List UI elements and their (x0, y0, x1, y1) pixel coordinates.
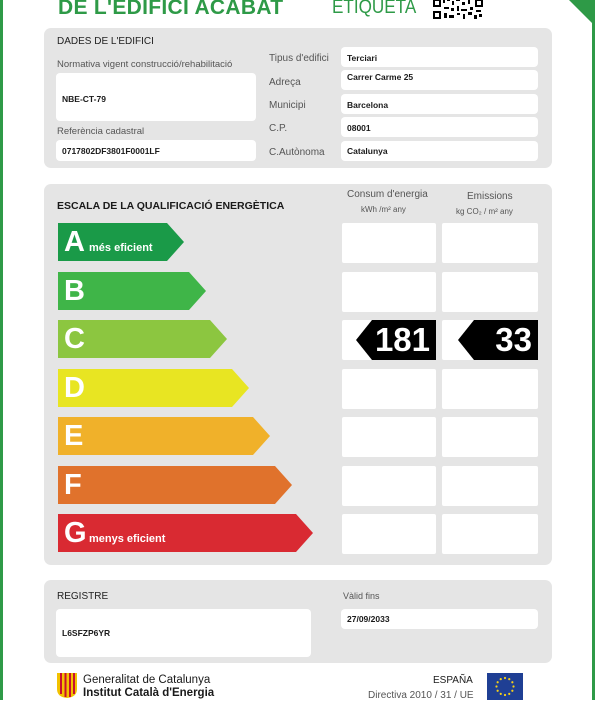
registry-field[interactable]: L6SFZP6YR (56, 609, 311, 657)
directive-label: Directiva 2010 / 31 / UE (368, 690, 474, 701)
badge-pointer (356, 320, 372, 360)
registry-label: REGISTRE (57, 591, 109, 602)
class-arrow-body (58, 466, 275, 504)
eu-star (511, 681, 513, 683)
qr-code-icon[interactable] (432, 0, 484, 20)
class-letter: G (64, 517, 87, 549)
eu-star (511, 690, 513, 692)
consumption-cell-a (342, 223, 436, 263)
government-name: Generalitat de Catalunya (83, 674, 211, 686)
regulation-field[interactable]: NBE-CT-79 (56, 73, 256, 121)
eu-star (508, 678, 510, 680)
region-label: C.Autònoma (269, 147, 325, 158)
class-arrow-tip (232, 369, 249, 407)
eu-star (497, 681, 499, 683)
class-letter: F (64, 468, 82, 501)
corner-mark (569, 0, 595, 26)
region-field[interactable]: Catalunya (341, 141, 538, 161)
label-title: DE L'EDIFICI ACABAT (58, 0, 284, 19)
energy-scale-title: ESCALA DE LA QUALIFICACIÓ ENERGÈTICA (57, 200, 285, 212)
emissions-cell-b (442, 272, 538, 312)
class-letter: C (64, 323, 85, 355)
eu-star (495, 685, 497, 687)
consumption-unit: kWh /m² any (361, 205, 406, 214)
class-letter: A (64, 226, 85, 258)
cadastral-field[interactable]: 0717802DF3801F0001LF (56, 140, 256, 161)
consumption-cell-d (342, 369, 436, 409)
eu-flag-icon (487, 673, 523, 700)
class-letter: B (64, 274, 85, 307)
class-arrow-tip (296, 514, 313, 552)
class-caption: més eficient (89, 242, 153, 254)
emissions-unit: kg CO₂ / m² any (456, 207, 513, 216)
valid-until-field[interactable]: 27/09/2033 (341, 609, 538, 629)
emissions-value: 33 (495, 321, 532, 358)
generalitat-logo-icon (57, 673, 77, 698)
consumption-cell-f (342, 466, 436, 506)
building-type-label: Tipus d'edifici (269, 53, 329, 64)
class-arrow-tip (167, 223, 184, 261)
consumption-cell-e (342, 417, 436, 457)
eu-star (504, 677, 506, 679)
emissions-cell-g (442, 514, 538, 554)
emissions-cell-a (442, 223, 538, 263)
consumption-header: Consum d'energia (347, 189, 428, 200)
postal-code-label: C.P. (269, 123, 288, 134)
consumption-cell-g (342, 514, 436, 554)
class-letter: D (64, 371, 85, 404)
country-label: ESPAÑA (433, 675, 473, 686)
building-type-field[interactable]: Terciari (341, 47, 538, 67)
institute-name: Institut Català d'Energia (83, 687, 215, 699)
eu-star (504, 694, 506, 696)
address-field[interactable]: Carrer Carme 25 (341, 70, 538, 90)
consumption-rating-badge (372, 320, 436, 360)
valid-until-label: Vàlid fins (343, 591, 380, 601)
municipality-field[interactable]: Barcelona (341, 94, 538, 114)
emissions-cell-d (442, 369, 538, 409)
emissions-cell-f (442, 466, 538, 506)
address-label: Adreça (269, 77, 301, 88)
badge-pointer (458, 320, 474, 360)
cadastral-label: Referència cadastral (57, 126, 145, 137)
consumption-value: 181 (374, 321, 430, 358)
class-arrow-tip (253, 417, 270, 455)
building-section-title: DADES DE L'EDIFICI (57, 36, 154, 47)
municipality-label: Municipi (269, 100, 306, 111)
label-tag: ETIQUETA (332, 0, 417, 18)
postal-code-field[interactable]: 08001 (341, 117, 538, 137)
class-arrow-tip (275, 466, 292, 504)
eu-star (512, 685, 514, 687)
class-arrow-tip (210, 320, 227, 358)
class-arrow-tip (189, 272, 206, 310)
eu-star (497, 690, 499, 692)
eu-star (500, 693, 502, 695)
eu-star (508, 693, 510, 695)
class-arrow-body (58, 417, 253, 455)
consumption-cell-b (342, 272, 436, 312)
emissions-cell-e (442, 417, 538, 457)
class-caption: menys eficient (89, 533, 166, 545)
class-letter: E (64, 420, 84, 452)
emissions-header: Emissions (467, 191, 513, 202)
eu-star (500, 678, 502, 680)
regulation-label: Normativa vigent construcció/rehabilitació (57, 59, 233, 70)
emissions-rating-badge (474, 320, 538, 360)
